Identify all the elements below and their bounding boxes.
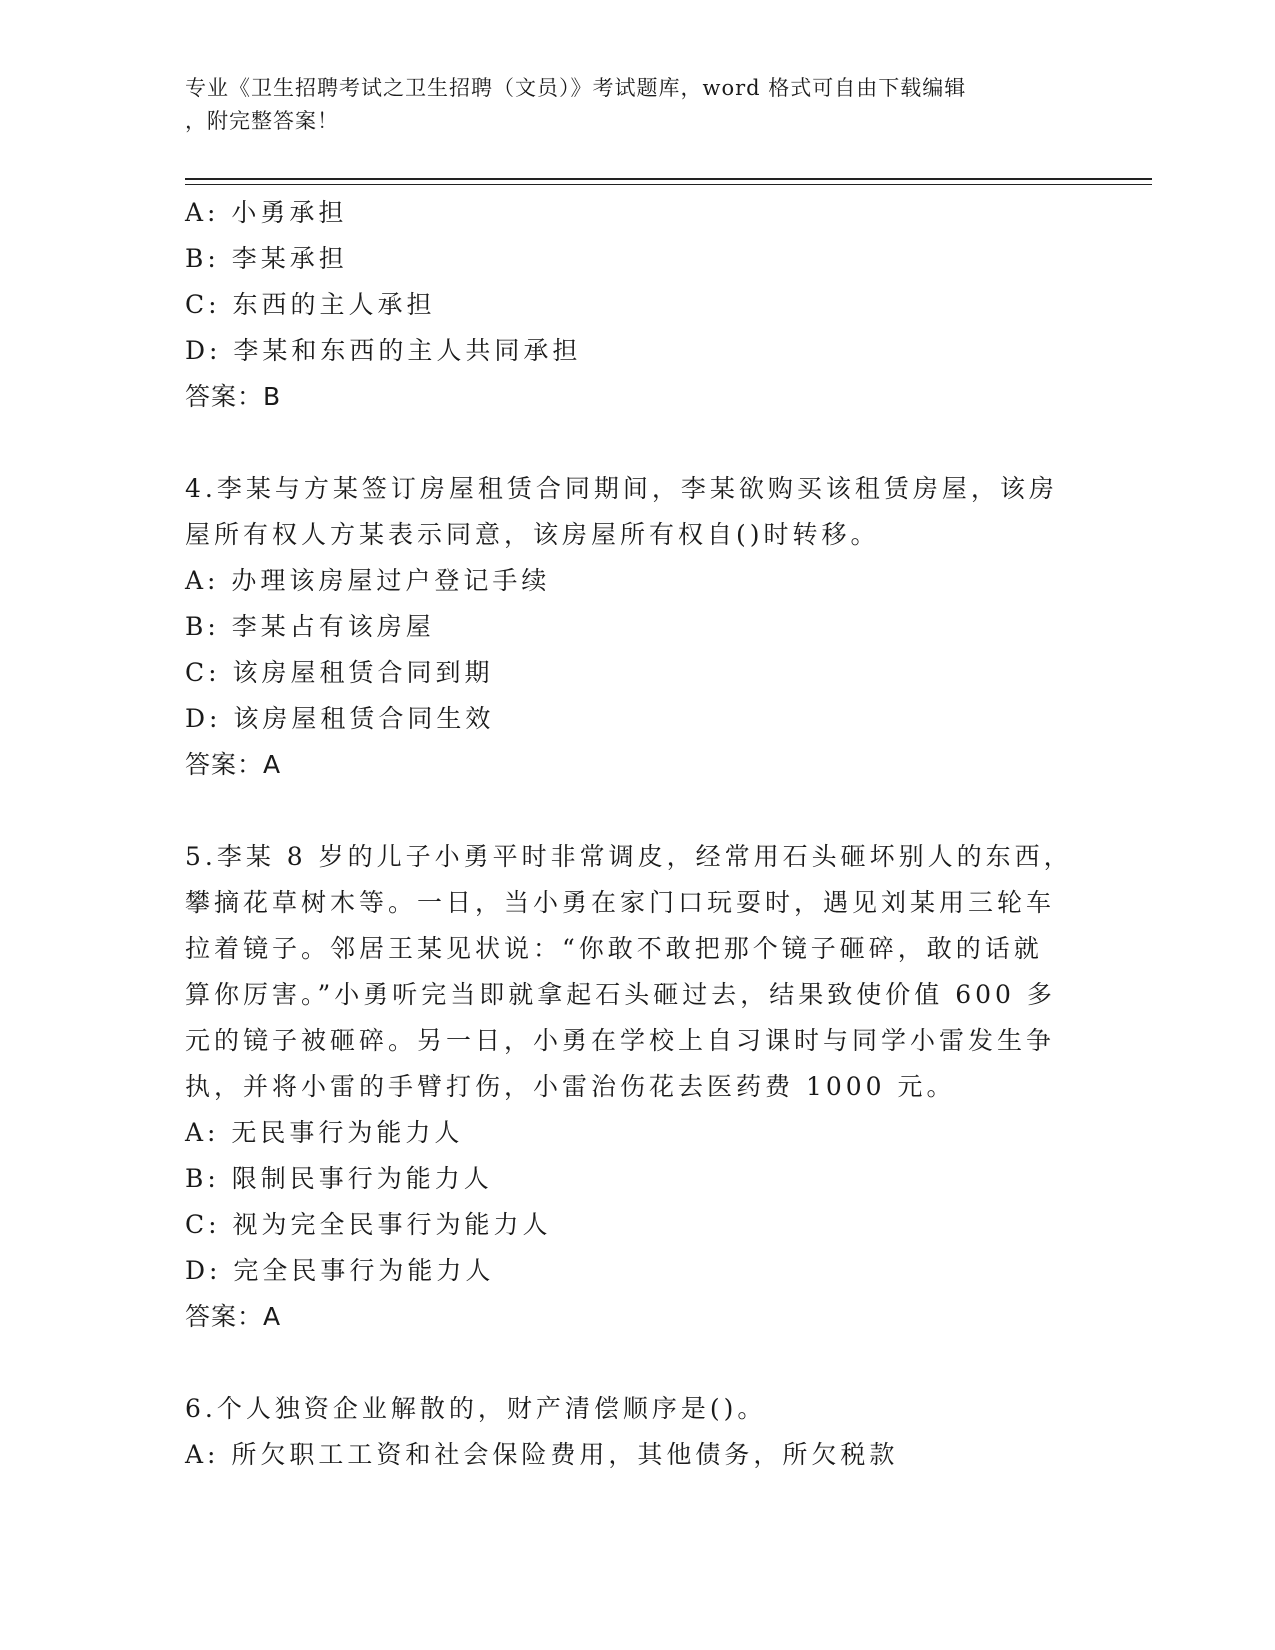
header-rule-thin <box>185 184 1152 185</box>
header-line-2: ，附完整答案！ <box>185 109 339 133</box>
question-6 <box>185 1386 1065 1478</box>
answer-line: 答案：A <box>185 1302 282 1331</box>
option-a: A: 所欠职工工资和社会保险费用，其他债务，所欠税款 <box>185 1440 899 1469</box>
option-a: A: 办理该房屋过户登记手续 <box>185 566 551 595</box>
question-spacer <box>185 420 1065 466</box>
option-d: D: 完全民事行为能力人 <box>185 1256 495 1285</box>
question-stem-line: 6.个人独资企业解散的，财产清偿顺序是()。 <box>185 1394 767 1423</box>
question-stem-line: 执，并将小雷的手臂打伤，小雷治伤花去医药费 1000 元。 <box>185 1072 956 1101</box>
question-spacer <box>185 788 1065 834</box>
question-list <box>185 190 1073 1478</box>
option-b: B: 限制民事行为能力人 <box>185 1164 493 1193</box>
header-line-1: 专业《卫生招聘考试之卫生招聘（文员）》考试题库，word 格式可自由下载编辑 <box>185 76 967 100</box>
question-stem-line: 拉着镜子。邻居王某见状说：“你敢不敢把那个镜子砸碎，敢的话就 <box>185 934 1043 963</box>
option-d: D: 该房屋租赁合同生效 <box>185 704 495 733</box>
question-stem-line: 4.李某与方某签订房屋租赁合同期间，李某欲购买该租赁房屋，该房 <box>185 474 1058 503</box>
question-stem-line: 算你厉害。”小勇听完当即就拿起石头砸过去，结果致使价值 600 多 <box>185 980 1056 1009</box>
header-rule-thick <box>185 178 1152 180</box>
question-5 <box>185 834 1073 1340</box>
question-stem-line: 屋所有权人方某表示同意，该房屋所有权自()时转移。 <box>185 520 880 549</box>
option-c: C: 视为完全民事行为能力人 <box>185 1210 552 1239</box>
option-c: C: 东西的主人承担 <box>185 290 436 319</box>
question-3-continued <box>185 190 1065 420</box>
option-a: A: 无民事行为能力人 <box>185 1118 464 1147</box>
document-header <box>185 72 1065 138</box>
question-stem-line: 5.李某 8 岁的儿子小勇平时非常调皮，经常用石头砸坏别人的东西， <box>185 842 1073 871</box>
question-stem-line: 攀摘花草树木等。一日，当小勇在家门口玩耍时，遇见刘某用三轮车 <box>185 888 1056 917</box>
question-stem-line: 元的镜子被砸碎。另一日，小勇在学校上自习课时与同学小雷发生争 <box>185 1026 1056 1055</box>
option-b: B: 李某占有该房屋 <box>185 612 435 641</box>
option-c: C: 该房屋租赁合同到期 <box>185 658 494 687</box>
question-4 <box>185 466 1065 788</box>
question-spacer <box>185 1340 1065 1386</box>
answer-line: 答案：B <box>185 382 282 411</box>
option-d: D: 李某和东西的主人共同承担 <box>185 336 582 365</box>
option-a: A: 小勇承担 <box>185 198 348 227</box>
answer-line: 答案：A <box>185 750 282 779</box>
option-b: B: 李某承担 <box>185 244 348 273</box>
